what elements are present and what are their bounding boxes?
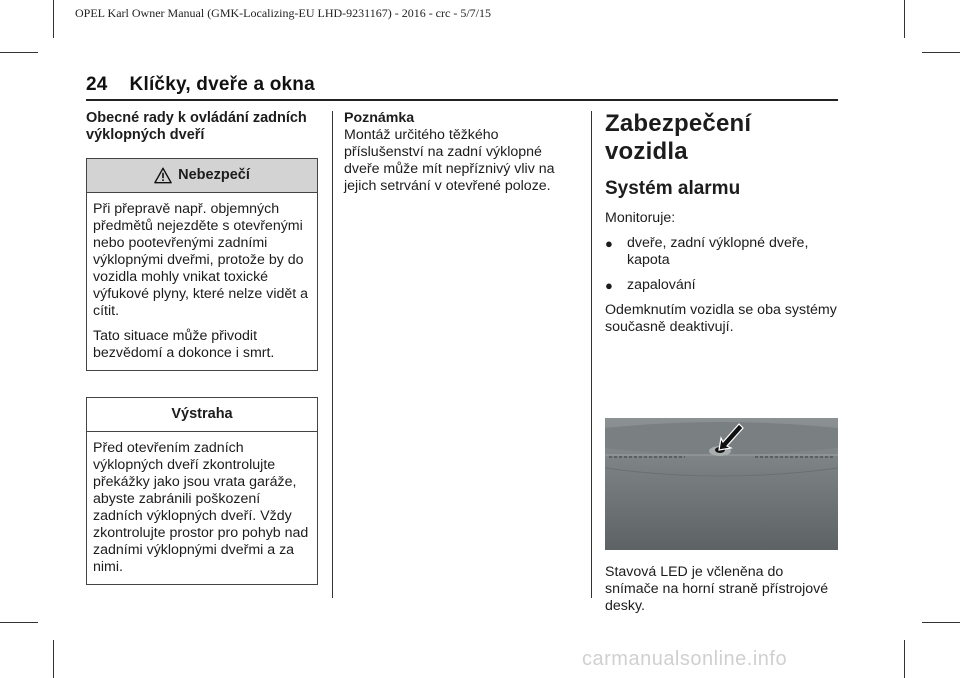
dashboard-led-photo — [605, 418, 838, 550]
crop-mark — [53, 0, 54, 38]
list-item — [605, 235, 838, 269]
section-heading: Zabezpečení vozidla — [605, 110, 752, 165]
danger-title: Nebezpečí — [178, 167, 250, 183]
caution-title: Výstraha — [171, 406, 233, 422]
caution-box-body — [87, 432, 317, 584]
running-header: OPEL Karl Owner Manual (GMK-Localizing-EU LHD-9231167) - 2016 - crc - 5/7/15 — [75, 6, 491, 20]
column-2 — [344, 110, 572, 195]
column-1 — [86, 110, 318, 585]
watermark: carmanualsonline.info — [582, 648, 788, 670]
bullet-icon: ● — [605, 278, 613, 293]
subsection-heading: Obecné rady k ovládání zadních výklopných dveří — [86, 110, 307, 143]
crop-mark — [922, 622, 960, 623]
list-item-text: dveře, zadní výklopné dveře, kapota — [627, 235, 809, 268]
crop-mark — [904, 0, 905, 38]
crop-mark — [0, 622, 38, 623]
crop-mark — [0, 52, 38, 53]
danger-paragraph: Tato situace může přivodit bezvědomí a dokonce i smrt. — [93, 328, 275, 361]
crop-mark — [922, 52, 960, 53]
figure-caption: Stavová LED je včleněna do snímače na horní straně přístrojové desky. — [605, 564, 829, 614]
crop-mark — [904, 640, 905, 678]
list-item-text: zapalování — [627, 277, 696, 293]
note-heading: Poznámka — [344, 110, 415, 126]
caution-paragraph: Před otevřením zadních výklopných dveří zkontrolujte překážky jako jsou vrata garáže, abyste zabránili poškození zadních výklopných dveří. Vždy zkontrolujte prostor pro pohyb nad zadními výklopnými dveřmi a za nimi. — [93, 440, 309, 575]
column-divider — [591, 111, 592, 598]
section-title: Klíčky, dveře a okna — [129, 74, 315, 95]
page-number: 24 — [86, 74, 108, 95]
bullet-icon: ● — [605, 236, 613, 251]
list-item — [605, 277, 838, 294]
column-divider — [332, 111, 333, 598]
heading-rule — [86, 99, 838, 101]
intro-text: Monitoruje: — [605, 210, 676, 226]
page-heading — [86, 74, 315, 96]
warning-triangle-icon — [154, 167, 172, 184]
danger-paragraph: Při přepravě např. objemných předmětů nejezděte s otevřenými nebo pootevřenými zadními výklopnými dveřmi, protože by do vozidla mohly vnikat toxické výfukové plyny, které nelze vidět a cítit. — [93, 201, 309, 319]
caution-box — [86, 397, 318, 585]
caution-box-header — [87, 398, 317, 432]
subsection-heading: Systém alarmu — [605, 178, 741, 199]
danger-box-header — [87, 159, 317, 193]
body-text: Odemknutím vozidla se oba systémy současně deaktivují. — [605, 302, 837, 335]
note-text: Montáž určitého těžkého příslušenství na zadní výklopné dveře může mít nepříznivý vliv na jejich setrvání v otevřené poloze. — [344, 127, 555, 194]
crop-mark — [53, 640, 54, 678]
danger-box-body — [87, 193, 317, 370]
column-3 — [605, 110, 838, 623]
danger-box — [86, 158, 318, 371]
